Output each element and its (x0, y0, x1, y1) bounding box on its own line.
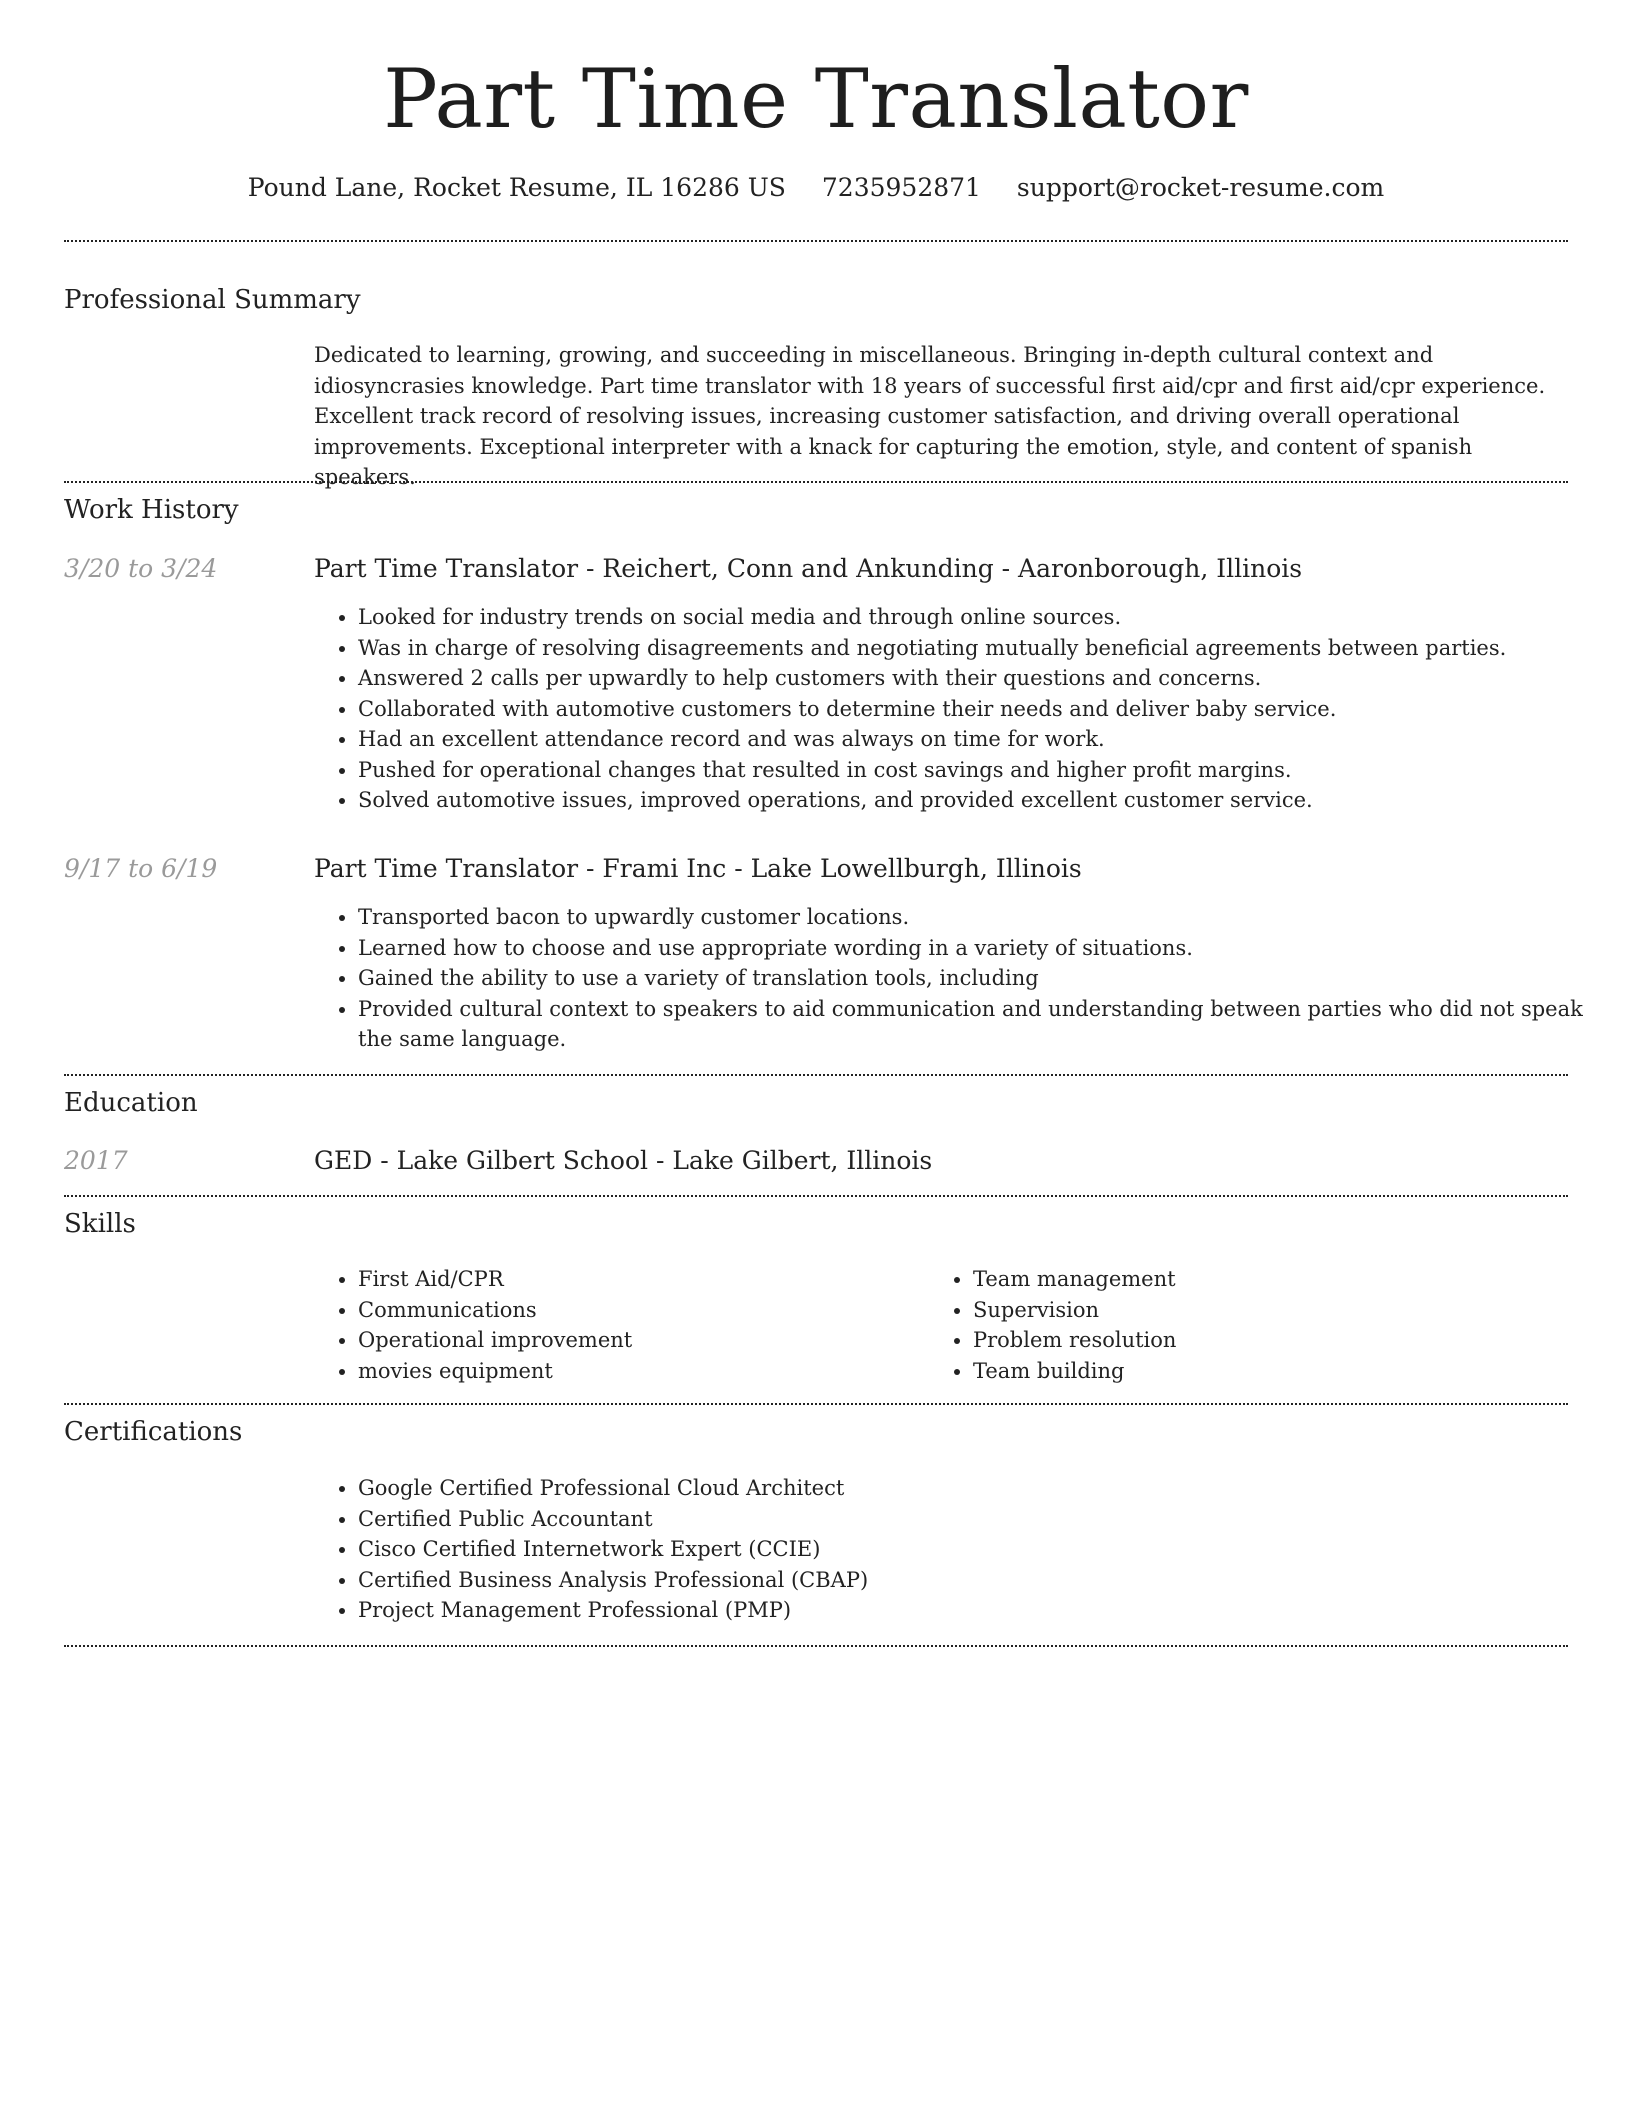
list-item: • Operational improvement (358, 1325, 918, 1356)
contact-phone: 7235952871 (821, 173, 981, 202)
education-heading: Education (64, 1088, 198, 1118)
job-title: Part Time Translator - Frami Inc - Lake Lowellburgh, Illinois (314, 854, 1082, 883)
list-item: • Certified Public Accountant (358, 1504, 1612, 1535)
certifications-heading: Certifications (64, 1417, 243, 1447)
contact-email: support@rocket-resume.com (1016, 173, 1385, 202)
work-history-heading: Work History (64, 495, 239, 525)
list-item: • Looked for industry trends on social media and through online sources. (358, 602, 1612, 633)
list-item: • First Aid/CPR (358, 1264, 918, 1295)
job-bullets (314, 602, 1612, 816)
skills-list-right (929, 1264, 1573, 1386)
list-item: • Transported bacon to upwardly customer locations. (358, 902, 1612, 933)
job-dates: 3/20 to 3/24 (64, 554, 218, 583)
list-item: • Google Certified Professional Cloud Architect (358, 1473, 1612, 1504)
job-title: Part Time Translator - Reichert, Conn and Ankunding - Aaronborough, Illinois (314, 554, 1303, 583)
list-item: • Certified Business Analysis Professional (CBAP) (358, 1565, 1612, 1596)
list-item: • movies equipment (358, 1356, 918, 1387)
contact-line (0, 170, 1632, 206)
skills-list-left (314, 1264, 918, 1386)
summary-heading: Professional Summary (64, 285, 361, 315)
list-item: • Team management (973, 1264, 1573, 1295)
divider (64, 481, 1568, 483)
certifications-list (314, 1473, 1612, 1626)
list-item: • Collaborated with automotive customers to determine their needs and deliver baby service. (358, 694, 1612, 725)
education-entry: GED - Lake Gilbert School - Lake Gilbert, Illinois (314, 1146, 933, 1175)
job-dates: 9/17 to 6/19 (64, 854, 218, 883)
list-item: • Answered 2 calls per upwardly to help customers with their questions and concerns. (358, 663, 1612, 694)
divider (64, 240, 1568, 242)
list-item: • Communications (358, 1295, 918, 1326)
contact-address: Pound Lane, Rocket Resume, IL 16286 US (247, 173, 786, 202)
divider (64, 1195, 1568, 1197)
list-item: • Had an excellent attendance record and was always on time for work. (358, 724, 1612, 755)
list-item: • Provided cultural context to speakers to aid communication and understanding between parties who did not speak the same language. (358, 994, 1612, 1055)
list-item: • Team building (973, 1356, 1573, 1387)
job-bullets (314, 902, 1612, 1055)
divider (64, 1645, 1568, 1647)
list-item: • Learned how to choose and use appropriate wording in a variety of situations. (358, 933, 1612, 964)
list-item: • Gained the ability to use a variety of translation tools, including (358, 963, 1612, 994)
list-item: • Problem resolution (973, 1325, 1573, 1356)
list-item: • Supervision (973, 1295, 1573, 1326)
list-item: • Solved automotive issues, improved operations, and provided excellent customer service. (358, 785, 1612, 816)
resume-title: Part Time Translator (383, 53, 1249, 147)
summary-text: Dedicated to learning, growing, and succeeding in miscellaneous. Bringing in-depth cultural context and idiosyncrasies knowledge. Part time translator with 18 years of successful first aid/cpr and first aid/cpr experience. Excellent track record of resolving issues, increasing customer satisfaction, and driving overall operational improvements. Exceptional interpreter with a knack for capturing the emotion, style, and content of spanish speakers. (314, 343, 1546, 489)
list-item: • Project Management Professional (PMP) (358, 1595, 1612, 1626)
list-item: • Cisco Certified Internetwork Expert (CCIE) (358, 1534, 1612, 1565)
skills-heading: Skills (64, 1209, 136, 1239)
list-item: • Pushed for operational changes that resulted in cost savings and higher profit margins. (358, 755, 1612, 786)
divider (64, 1403, 1568, 1405)
divider (64, 1074, 1568, 1076)
list-item: • Was in charge of resolving disagreements and negotiating mutually beneficial agreements between parties. (358, 633, 1612, 664)
education-year: 2017 (64, 1146, 128, 1175)
